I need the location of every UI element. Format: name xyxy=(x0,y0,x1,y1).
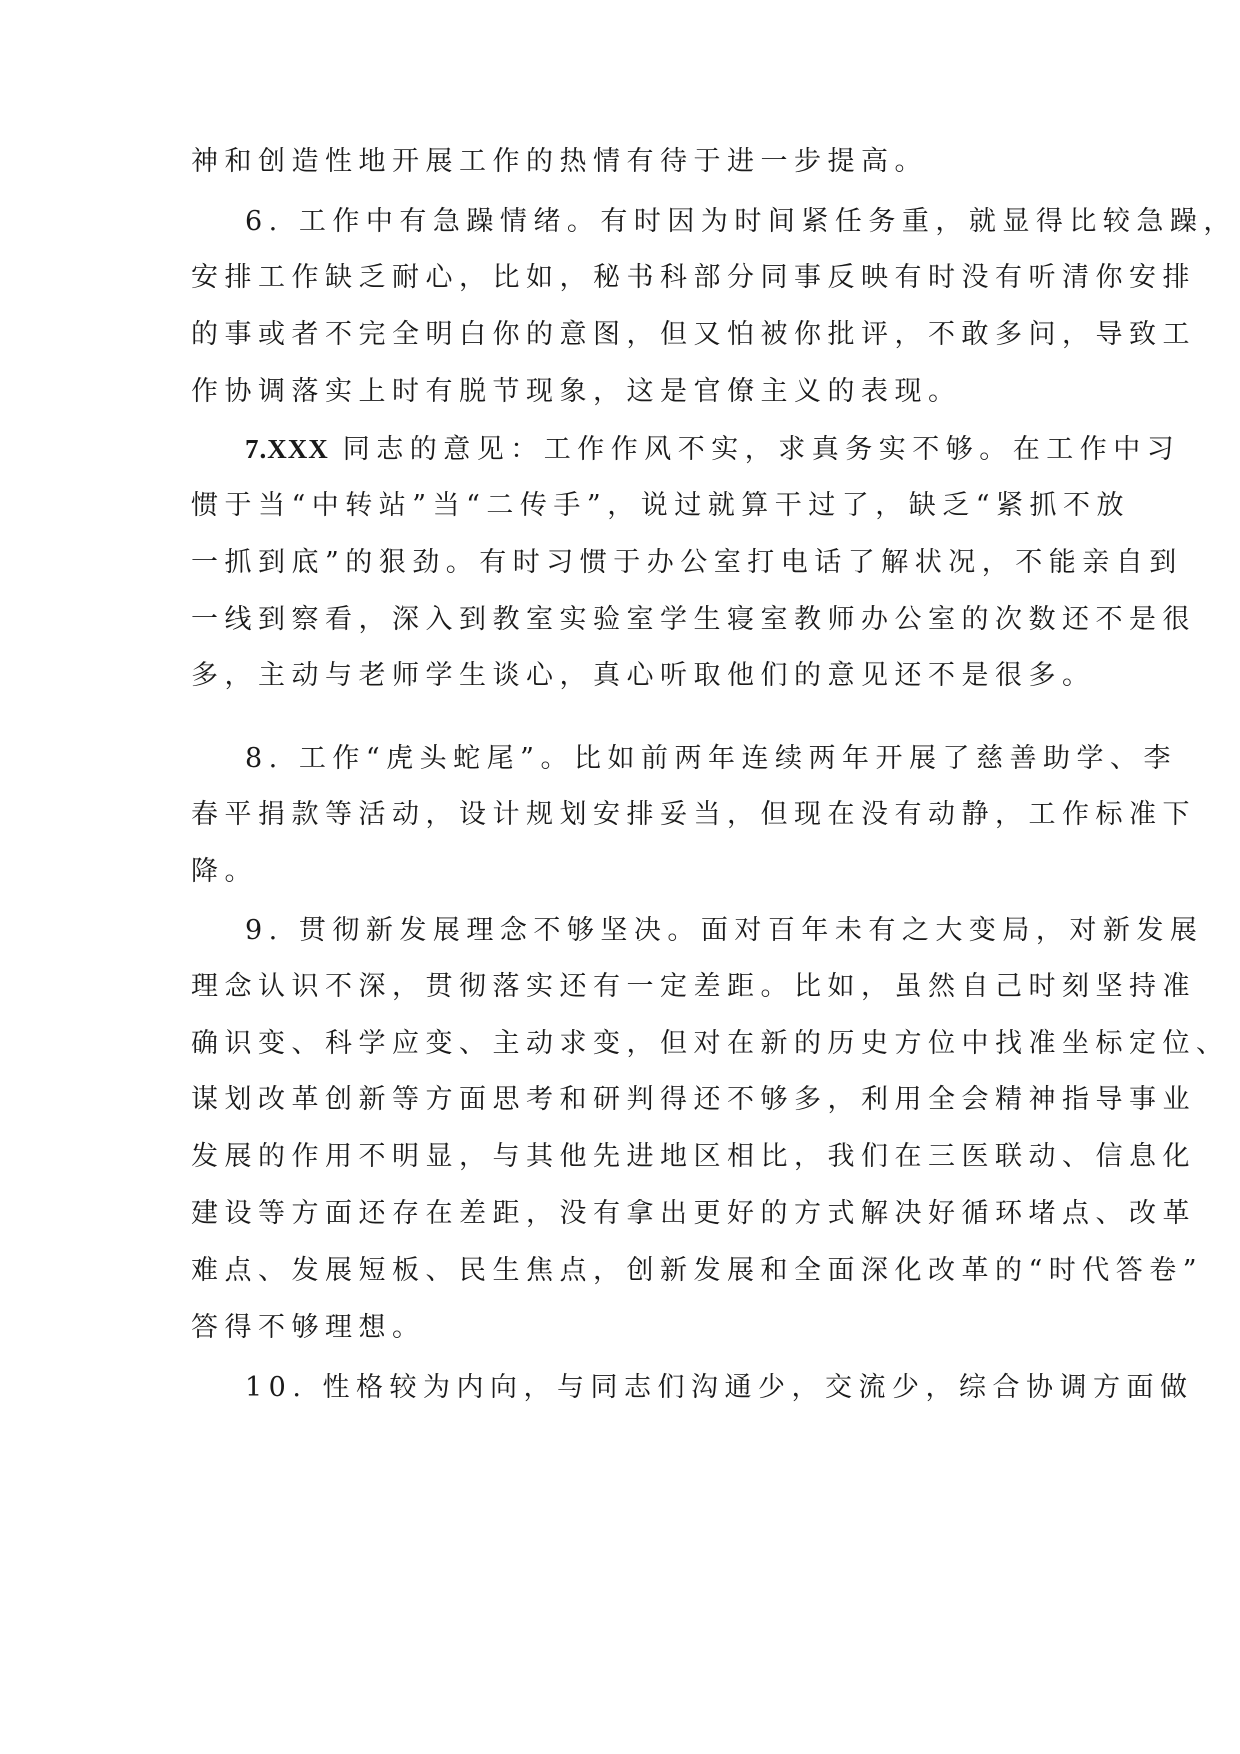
text-line: 的事或者不完全明白你的意图，但又怕被你批评，不敢多问，导致工 xyxy=(191,319,1196,350)
text-line: 惯于当“中转站”当“二传手”，说过就算干过了，缺乏“紧抓不放 xyxy=(191,490,1131,521)
text-line: 春平捐款等活动，设计规划安排妥当，但现在没有动静，工作标准下 xyxy=(191,799,1196,830)
text-line: 建设等方面还存在差距，没有拿出更好的方式解决好循环堵点、改革 xyxy=(191,1198,1196,1229)
text-line: 发展的作用不明显，与其他先进地区相比，我们在三医联动、信息化 xyxy=(191,1141,1196,1172)
text-line: 安排工作缺乏耐心，比如，秘书科部分同事反映有时没有听清你安排 xyxy=(191,262,1196,293)
text-line: 10. 性格较为内向，与同志们沟通少，交流少，综合协调方面做 xyxy=(245,1372,1194,1403)
text-line: 一抓到底”的狠劲。有时习惯于办公室打电话了解状况，不能亲自到 xyxy=(191,547,1183,578)
text-line-rest: 同志的意见：工作作风不实，求真务实不够。在工作中习 xyxy=(342,434,1181,465)
bold-heading: 7.XXX xyxy=(245,434,329,464)
text-line: 9. 贯彻新发展理念不够坚决。面对百年未有之大变局，对新发展 xyxy=(245,915,1204,946)
text-line: 谋划改革创新等方面思考和研判得还不够多，利用全会精神指导事业 xyxy=(191,1084,1196,1115)
text-line: 作协调落实上时有脱节现象，这是官僚主义的表现。 xyxy=(191,376,962,407)
text-line: 理念认识不深，贯彻落实还有一定差距。比如，虽然自己时刻坚持准 xyxy=(191,971,1196,1002)
text-line: 6. 工作中有急躁情绪。有时因为时间紧任务重，就显得比较急躁， xyxy=(245,206,1237,237)
text-line: 难点、发展短板、民生焦点，创新发展和全面深化改革的“时代答卷” xyxy=(191,1255,1204,1286)
text-line xyxy=(245,432,1181,466)
text-line: 确识变、科学应变、主动求变，但对在新的历史方位中找准坐标定位、 xyxy=(191,1028,1230,1059)
text-line: 降。 xyxy=(191,856,258,887)
text-line: 神和创造性地开展工作的热情有待于进一步提高。 xyxy=(191,146,928,177)
text-line: 8. 工作“虎头蛇尾”。比如前两年连续两年开展了慈善助学、李 xyxy=(245,743,1177,774)
text-line: 一线到察看，深入到教室实验室学生寝室教师办公室的次数还不是很 xyxy=(191,604,1196,635)
text-line: 答得不够理想。 xyxy=(191,1312,426,1343)
text-line: 多，主动与老师学生谈心，真心听取他们的意见还不是很多。 xyxy=(191,660,1096,691)
